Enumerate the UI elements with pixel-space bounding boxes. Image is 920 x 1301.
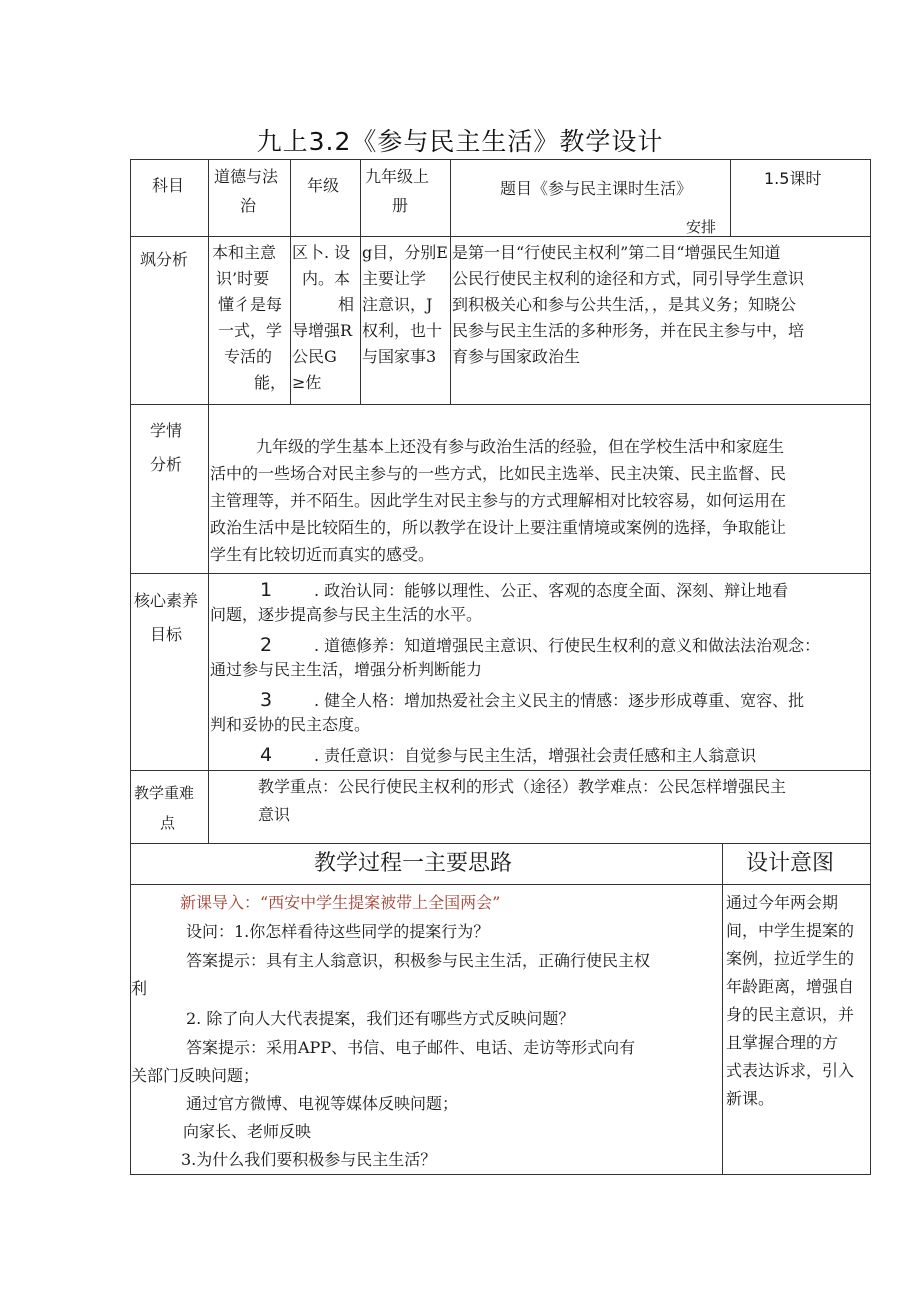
- student-analysis-text: 九年级的学生基本上还没有参与政治生活的经验，但在学校生活中和家庭生 活中的一些场合对民主参与的一些方式，比如民主选举、民主决策、民主监督、民 主管理等，并不陌生。因此学生对民主参与的方式理解相对比较容易，如何运用在 政治生活中是比较陌生的，所以教学在设计上要注重情境或案例的选择，争取能让 学生有比较切近而真实的感受。: [210, 437, 787, 564]
- core-label: 核心素养: [134, 591, 199, 610]
- answer-line: 答案提示：采用APP、书信、电子邮件、电话、走访等形式向有: [186, 1038, 636, 1057]
- answer-line: 向家长、老师反映: [183, 1122, 312, 1141]
- core-label-cont: 目标: [150, 625, 183, 644]
- hours-value: 1.5课时: [764, 169, 822, 188]
- topic-text: 题目《参与民主课时生活》: [500, 179, 693, 198]
- grade-value: 九年级上: [365, 167, 430, 186]
- student-label-cont: 分析: [150, 455, 183, 474]
- analysis-col2: 区卜. 设 内。本 相 导增强R 公民G ≥佐: [292, 243, 355, 392]
- arrange-text: 安排: [686, 218, 717, 236]
- goal-text-cont: 通过参与民主生活，增强分析判断能力: [210, 660, 483, 679]
- goal-text-cont: 问题，逐步提高参与民主生活的水平。: [210, 605, 483, 624]
- goal-number: 3: [260, 689, 273, 711]
- core-goals: [210, 577, 870, 769]
- question-line: 2. 除了向人大代表提案，我们还有哪些方式反映问题？: [186, 1009, 575, 1028]
- key-points-text: 教学重点：公民行使民主权利的形式（途径）教学难点：公民怎样增强民主 意识: [258, 777, 787, 824]
- grade-label: 年级: [307, 176, 340, 195]
- goal-number: 4: [260, 744, 273, 766]
- goal-text-cont: 判和妥协的民主态度。: [210, 715, 371, 734]
- key-label: 教学重难: [134, 784, 195, 802]
- subject-label: 科目: [152, 176, 185, 195]
- subject-value: 道德与法: [214, 167, 279, 186]
- goal-number: 2: [260, 634, 273, 656]
- page-title: 九上3.2《参与民主生活》教学设计: [256, 127, 664, 156]
- goal-text: . 健全人格：增加热爱社会主义民主的情感：逐步形成尊重、宽容、批: [314, 691, 805, 710]
- goal-text: . 政治认同：能够以理性、公正、客观的态度全面、深刻、辩让地看: [314, 581, 789, 600]
- process-body: [131, 886, 721, 1173]
- goal-text: . 道德修养：知道增强民主意识、行使民生权利的意义和做法法治观念：: [314, 636, 821, 655]
- analysis-col4: 是第一目“行使民主权利”第二目“增强民生知道 公民行使民主权利的途径和方式，同引导学生意识 到积极关心和参与公共生活，，是其义务；知晓公 民参与民主生活的多种形务，并在民主参与中，培 育参与国家政治生: [452, 243, 805, 366]
- question-line: 设问：1.你怎样看待这些同学的提案行为？: [186, 922, 490, 941]
- intent-text: 通过今年两会期 间，中学生提案的 案例，拉近学生的 年龄距离，增强自 身的民主意识，并 且掌握合理的方 式表达诉求，引入 新课。: [726, 893, 855, 1108]
- student-label: 学情: [150, 421, 183, 440]
- grade-value-cont: 册: [392, 196, 409, 215]
- goal-text: . 责任意识：自觉参与民主生活，增强社会责任感和主人翁意识: [314, 746, 757, 765]
- key-label-cont: 点: [160, 814, 176, 832]
- goal-number: 1: [260, 579, 273, 601]
- analysis-col3: g目，分别E 主要让学 注意识，J 权利，也十 与国家事3: [362, 243, 448, 366]
- analysis-col1: 本和主意 识’时要 懂彳是每 一式，学 专活的 能，: [212, 243, 287, 392]
- intro-line: 新课导入：“西安中学生提案被带上全国两会”: [180, 893, 501, 912]
- answer-line-cont: 关部门反映问题；: [131, 1066, 260, 1085]
- intent-header: 设计意图: [746, 851, 835, 876]
- question-line: 3.为什么我们要积极参与民主生活？: [181, 1150, 437, 1169]
- answer-line: 通过官方微博、电视等媒体反映问题；: [186, 1094, 459, 1113]
- answer-line: 答案提示：具有主人翁意识，积极参与民主生活，正确行使民主权: [186, 951, 651, 970]
- answer-line-cont: 利: [131, 979, 148, 998]
- subject-value-cont: 治: [240, 196, 257, 215]
- process-header: 教学过程一主要思路: [314, 851, 513, 876]
- analysis-label: 飒分析: [140, 250, 189, 269]
